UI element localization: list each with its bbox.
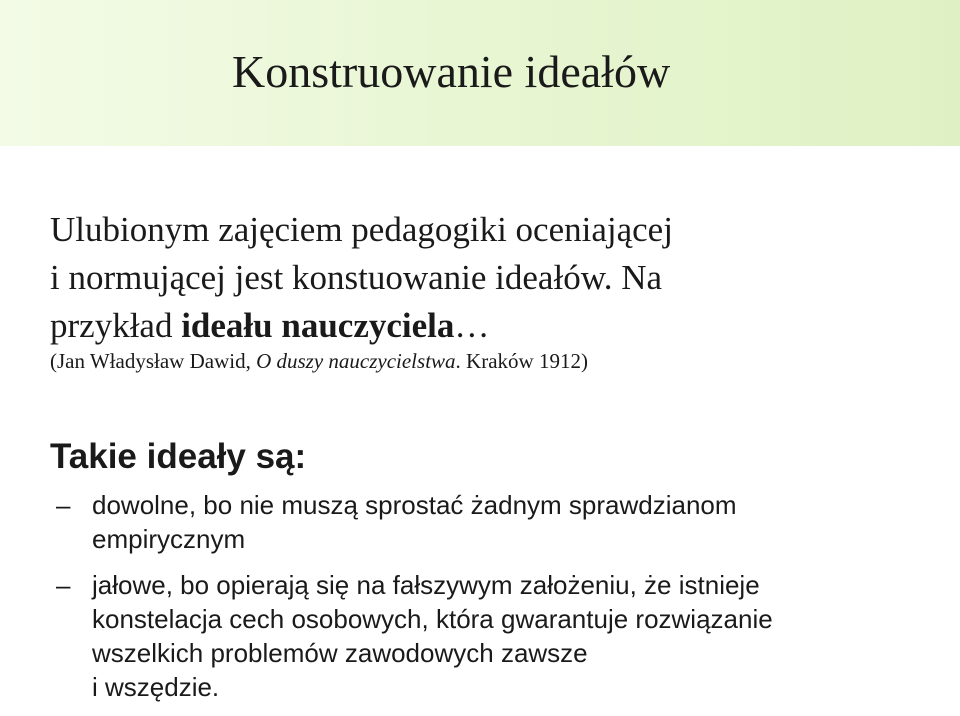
bullet-1-line-2: empirycznym (92, 524, 246, 554)
intro-paragraph (50, 206, 930, 350)
intro-line-2: i normującej jest konstuowanie ideałów. Na (50, 258, 663, 297)
dash-marker: – (56, 570, 71, 600)
bullet-1-line-1: dowolne, bo nie muszą sprostać żadnym sprawdzianom (92, 490, 737, 520)
subheading: Takie ideały są: (50, 437, 307, 476)
bullet-2-line-1: jałowe, bo opierają się na fałszywym założeniu, że istnieje (92, 570, 760, 600)
citation-suffix: . Kraków 1912) (455, 349, 588, 373)
bullet-2-line-4: i wszędzie. (92, 672, 220, 702)
list-item (50, 568, 930, 704)
bullet-list (50, 488, 930, 716)
list-item (50, 488, 930, 556)
intro-line-3-suffix: … (454, 306, 490, 345)
bullet-2-line-2: konstelacja cech osobowych, która gwarantuje rozwiązanie (92, 604, 773, 634)
slide-title: Konstruowanie ideałów (232, 46, 671, 97)
citation (50, 348, 588, 375)
intro-line-3 (50, 302, 930, 350)
bullet-2-line-3: wszelkich problemów zawodowych zawsze (92, 638, 588, 668)
intro-line-1: Ulubionym zajęciem pedagogiki oceniającej (50, 210, 673, 249)
intro-line-3-prefix: przykład (50, 306, 182, 345)
citation-book-title: O duszy nauczycielstwa (256, 349, 456, 373)
dash-marker: – (56, 490, 71, 520)
intro-emphasis: ideału nauczyciela (181, 306, 455, 345)
citation-prefix: (Jan Władysław Dawid, (50, 349, 257, 373)
